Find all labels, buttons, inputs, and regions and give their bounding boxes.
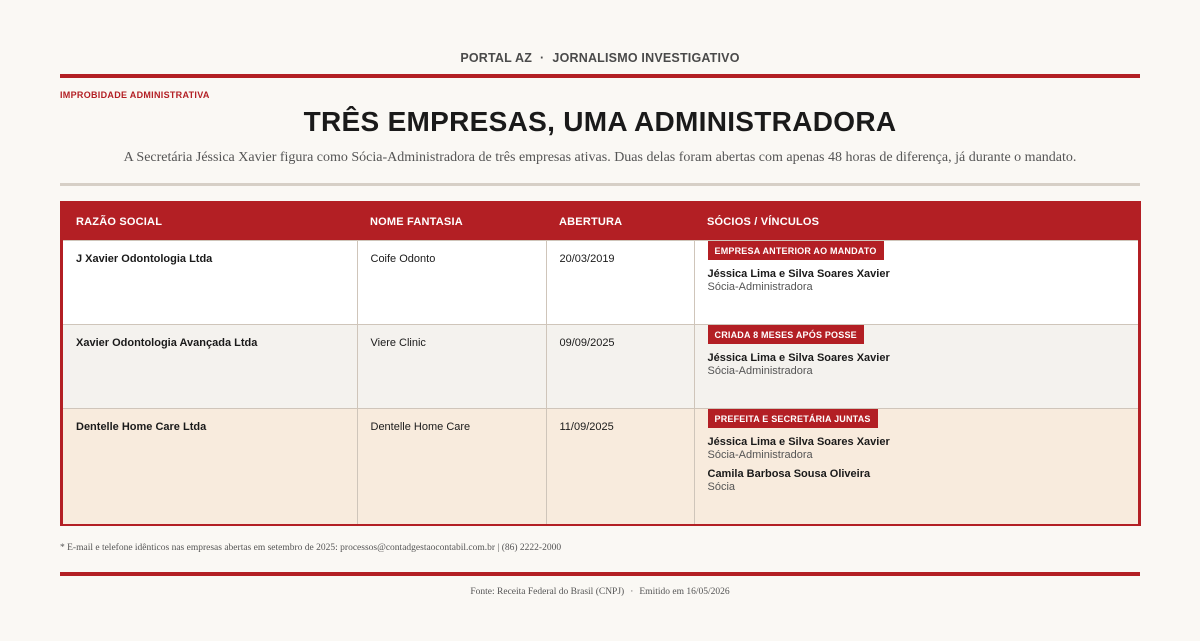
subtitle: A Secretária Jéssica Xavier figura como Sócia-Administradora de três empresas ativas. Duas delas foram abertas com apenas 48 horas de diferença, já durante o mandato. xyxy=(123,150,1077,165)
cell-socios xyxy=(694,324,1138,408)
header-nome-fantasia: NOME FANTASIA xyxy=(357,204,546,240)
partner-role: Sócia-Administradora xyxy=(707,280,813,293)
cell-socios xyxy=(694,408,1138,524)
source-credit: Fonte: Receita Federal do Brasil (CNPJ) xyxy=(470,587,625,597)
top-divider xyxy=(60,74,1140,78)
section-divider xyxy=(60,183,1140,186)
cell-nome-fantasia: Coife Odonto xyxy=(357,240,546,324)
cell-abertura: 20/03/2019 xyxy=(546,240,694,324)
issue-date: Emitido em 16/05/2026 xyxy=(639,587,730,597)
partner-role: Sócia xyxy=(707,480,736,493)
header-razao-social: RAZÃO SOCIAL xyxy=(63,204,357,240)
table-header-row xyxy=(63,204,1138,240)
footnote: * E-mail e telefone idênticos nas empresas abertas em setembro de 2025: processos@contadgestaocontabil.com.br | (86) 2222-2000 xyxy=(60,543,562,553)
footer xyxy=(0,587,1200,597)
cell-abertura: 09/09/2025 xyxy=(546,324,694,408)
header-socios-vinculos: SÓCIOS / VÍNCULOS xyxy=(694,204,1138,240)
brand-name: PORTAL AZ xyxy=(460,51,533,65)
partner-role: Sócia-Administradora xyxy=(707,448,813,461)
bottom-divider xyxy=(60,572,1140,576)
table-row xyxy=(63,240,1138,324)
companies-table-frame xyxy=(60,201,1141,526)
table-row xyxy=(63,324,1138,408)
cell-abertura: 11/09/2025 xyxy=(546,408,694,524)
section-name: JORNALISMO INVESTIGATIVO xyxy=(552,51,740,65)
masthead-separator: · xyxy=(540,51,545,65)
category-kicker: IMPROBIDADE ADMINISTRATIVA xyxy=(60,90,210,100)
cell-razao-social: Dentelle Home Care Ltda xyxy=(63,408,357,524)
header-abertura: ABERTURA xyxy=(546,204,694,240)
masthead xyxy=(0,51,1200,65)
table-row xyxy=(63,408,1138,524)
partner-name: Jéssica Lima e Silva Soares Xavier xyxy=(707,267,890,280)
companies-table xyxy=(63,204,1138,524)
cell-razao-social: J Xavier Odontologia Ltda xyxy=(63,240,357,324)
partner-name: Camila Barbosa Sousa Oliveira xyxy=(707,467,871,480)
status-badge: PREFEITA E SECRETÁRIA JUNTAS xyxy=(708,409,878,428)
partner-name: Jéssica Lima e Silva Soares Xavier xyxy=(707,435,890,448)
cell-nome-fantasia: Viere Clinic xyxy=(357,324,546,408)
status-badge: CRIADA 8 MESES APÓS POSSE xyxy=(708,325,864,344)
cell-razao-social: Xavier Odontologia Avançada Ltda xyxy=(63,324,357,408)
footer-separator: · xyxy=(630,587,634,597)
status-badge: EMPRESA ANTERIOR AO MANDATO xyxy=(708,241,884,260)
partner-name: Jéssica Lima e Silva Soares Xavier xyxy=(707,351,890,364)
headline: TRÊS EMPRESAS, UMA ADMINISTRADORA xyxy=(303,106,897,137)
cell-socios xyxy=(694,240,1138,324)
partner-role: Sócia-Administradora xyxy=(707,364,813,377)
cell-nome-fantasia: Dentelle Home Care xyxy=(357,408,546,524)
